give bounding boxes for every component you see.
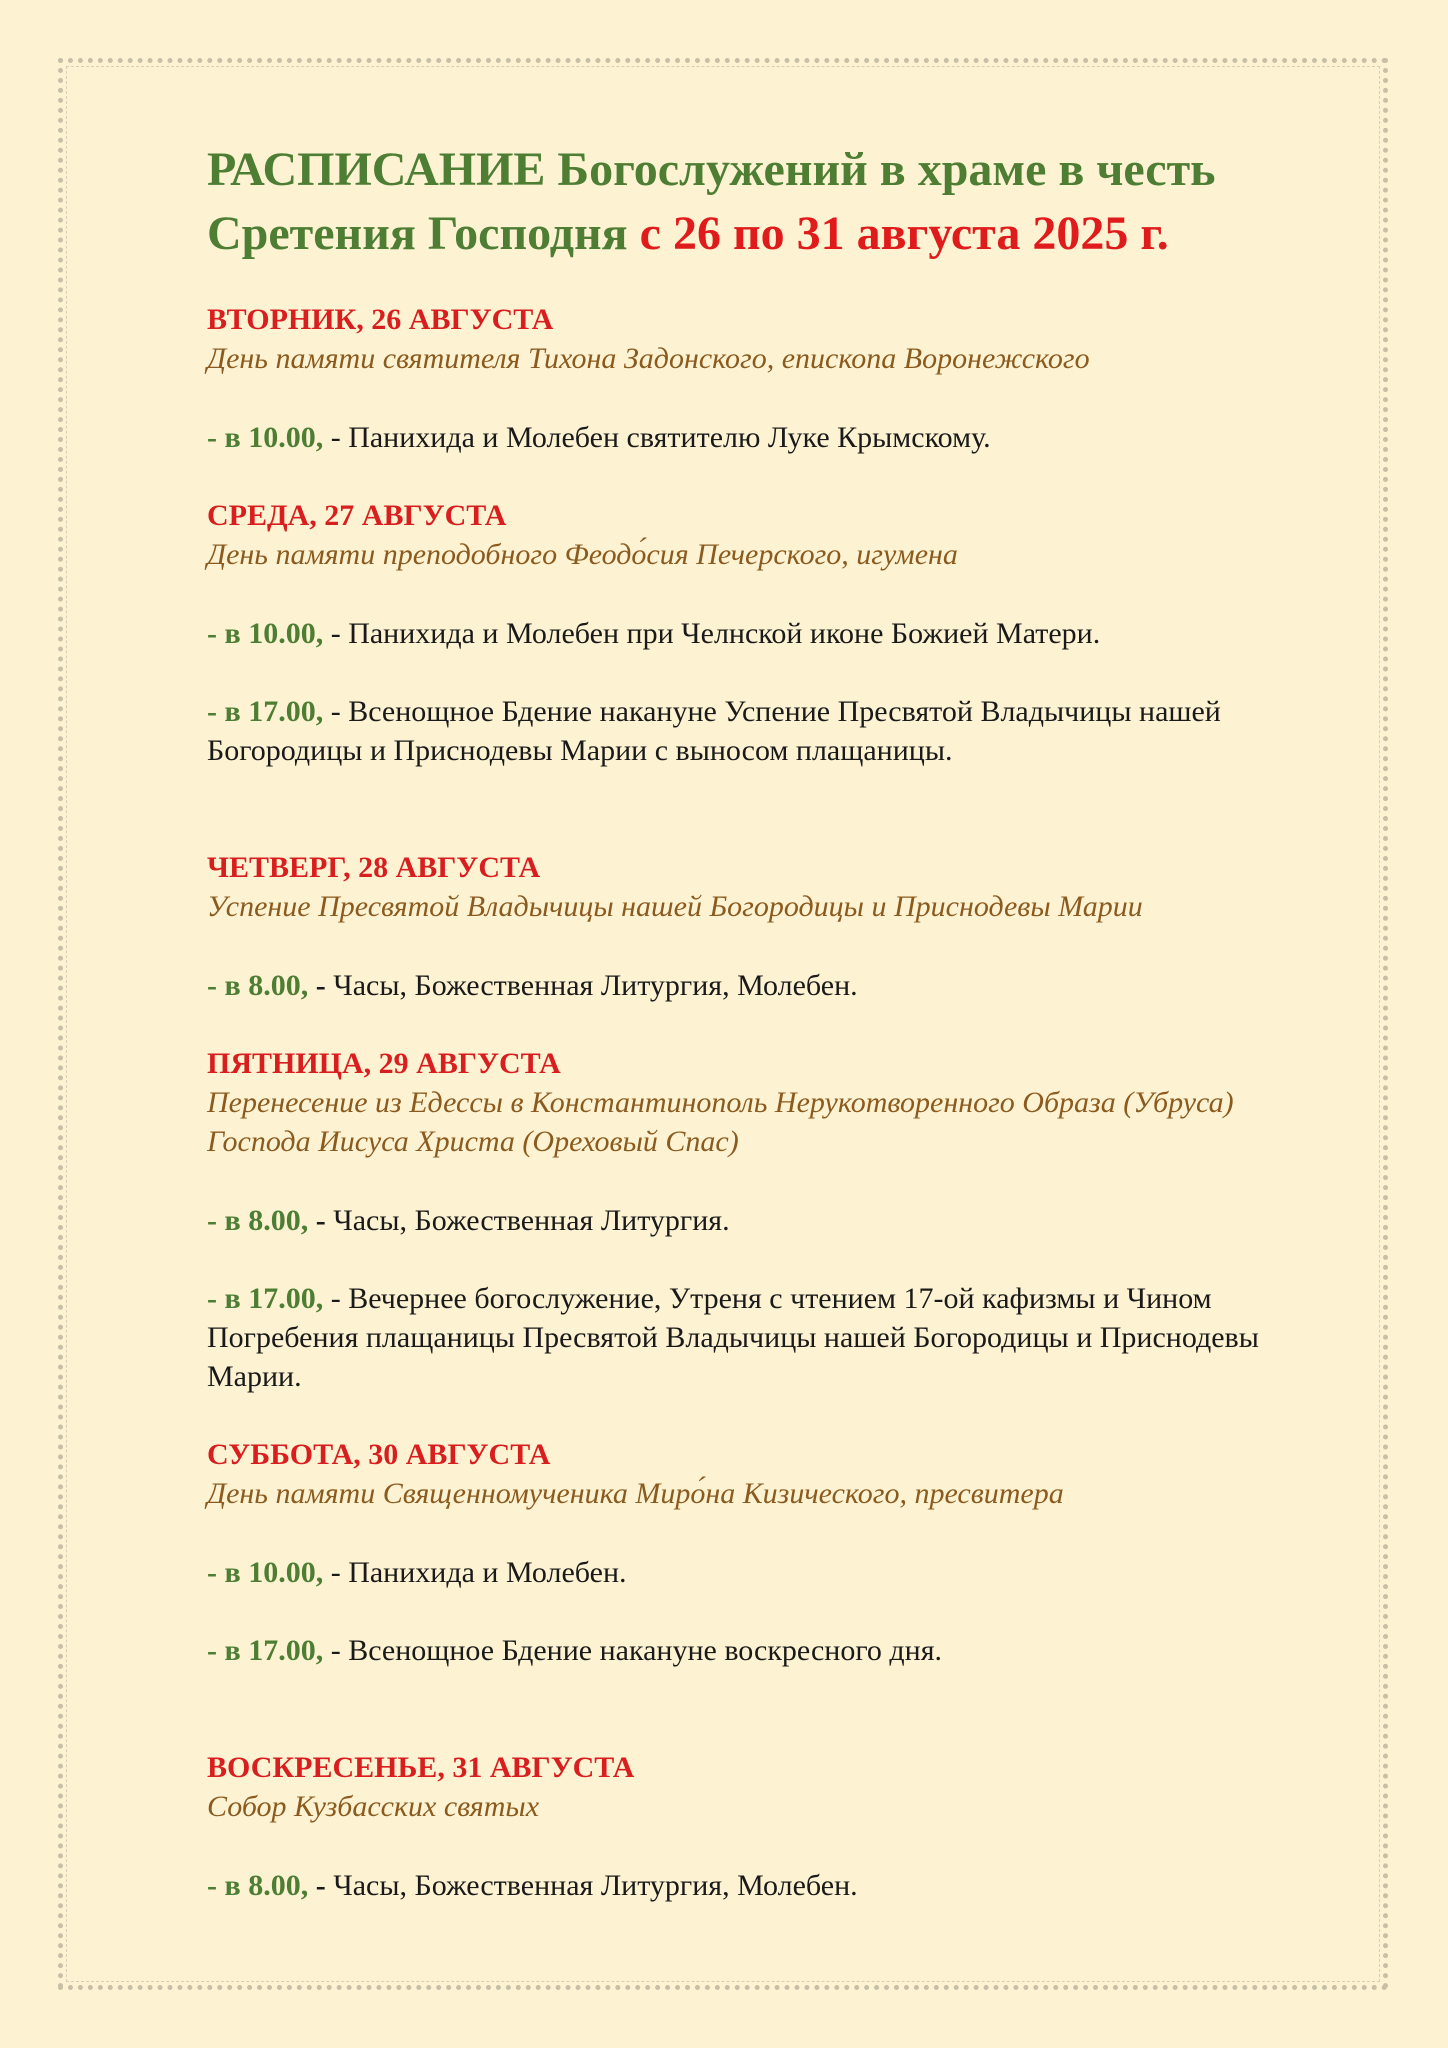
service-time: - в 17.00, <box>207 1634 324 1667</box>
service-item <box>207 1201 1337 1240</box>
service-text: Часы, Божественная Литургия, Молебен. <box>333 1869 858 1902</box>
service-text: Панихида и Молебен святителю Луке Крымскому. <box>348 421 991 454</box>
day-heading: ВОСКРЕСЕНЬЕ, 31 АВГУСТА <box>207 1751 635 1784</box>
service-text: Панихида и Молебен. <box>348 1556 627 1589</box>
service-time: - в 10.00, <box>207 421 324 454</box>
service-item <box>207 1866 1337 1905</box>
service-item <box>207 418 1337 457</box>
day-block-thursday <box>207 848 1337 926</box>
day-subtitle: День памяти Священномученика Миро́на Кизического, пресвитера <box>207 1477 1064 1510</box>
service-separator: - <box>308 969 334 1002</box>
title-date-range: с 26 по 31 августа 2025 г. <box>639 207 1169 260</box>
title-main: РАСПИСАНИЕ Богослужений в храме в честь Сретения Господня <box>207 143 1216 260</box>
service-time: - в 8.00, <box>207 1869 309 1902</box>
service-item <box>207 1279 1337 1396</box>
day-block-friday <box>207 1044 1337 1161</box>
day-block-saturday <box>207 1435 1337 1513</box>
service-item <box>207 1631 1337 1670</box>
schedule-title <box>207 138 1337 266</box>
service-time: - в 17.00, <box>207 695 324 728</box>
service-time: - в 17.00, <box>207 1282 324 1315</box>
day-block-sunday <box>207 1748 1337 1826</box>
service-separator: - <box>323 1634 349 1667</box>
day-heading: СРЕДА, 27 АВГУСТА <box>207 499 507 532</box>
service-item <box>207 966 1337 1005</box>
service-separator: - <box>323 421 349 454</box>
day-subtitle: День памяти преподобного Феодо́сия Печерского, игумена <box>207 538 958 571</box>
service-separator: - <box>308 1869 334 1902</box>
service-text: Всенощное Бдение накануне воскресного дня. <box>348 1634 943 1667</box>
service-separator: - <box>323 695 349 728</box>
service-text: Часы, Божественная Литургия, Молебен. <box>333 969 858 1002</box>
day-subtitle: Собор Кузбасских святых <box>207 1790 540 1823</box>
service-time: - в 8.00, <box>207 969 309 1002</box>
service-item <box>207 1553 1337 1592</box>
service-item <box>207 614 1337 653</box>
service-separator: - <box>323 1556 349 1589</box>
service-separator: - <box>308 1204 334 1237</box>
day-block-tuesday <box>207 300 1337 378</box>
day-subtitle: Успение Пресвятой Владычицы нашей Богородицы и Приснодевы Марии <box>207 890 1143 923</box>
day-block-wednesday <box>207 496 1337 574</box>
service-text: Всенощное Бдение накануне Успение Пресвятой Владычицы нашей Богородицы и Приснодевы Марии с выносом плащаницы. <box>207 695 1221 767</box>
service-separator: - <box>323 1282 349 1315</box>
day-subtitle: День памяти святителя Тихона Задонского, епископа Воронежского <box>207 342 1090 375</box>
day-subtitle: Перенесение из Едессы в Константинополь Нерукотворенного Образа (Убруса) Господа Иисуса Христа (Ореховый Спас) <box>207 1086 1234 1158</box>
day-heading: ПЯТНИЦА, 29 АВГУСТА <box>207 1047 561 1080</box>
day-heading: СУББОТА, 30 АВГУСТА <box>207 1438 551 1471</box>
service-item <box>207 692 1337 770</box>
day-heading: ВТОРНИК, 26 АВГУСТА <box>207 303 554 336</box>
service-text: Вечернее богослужение, Утреня с чтением 17-ой кафизмы и Чином Погребения плащаницы Пресвятой Владычицы нашей Богородицы и Приснодевы Марии. <box>207 1282 1259 1393</box>
service-separator: - <box>323 617 349 650</box>
service-time: - в 8.00, <box>207 1204 309 1237</box>
schedule-document <box>207 138 1337 1902</box>
day-heading: ЧЕТВЕРГ, 28 АВГУСТА <box>207 851 541 884</box>
service-text: Панихида и Молебен при Челнской иконе Божией Матери. <box>348 617 1101 650</box>
service-time: - в 10.00, <box>207 617 324 650</box>
service-time: - в 10.00, <box>207 1556 324 1589</box>
service-text: Часы, Божественная Литургия. <box>333 1204 730 1237</box>
